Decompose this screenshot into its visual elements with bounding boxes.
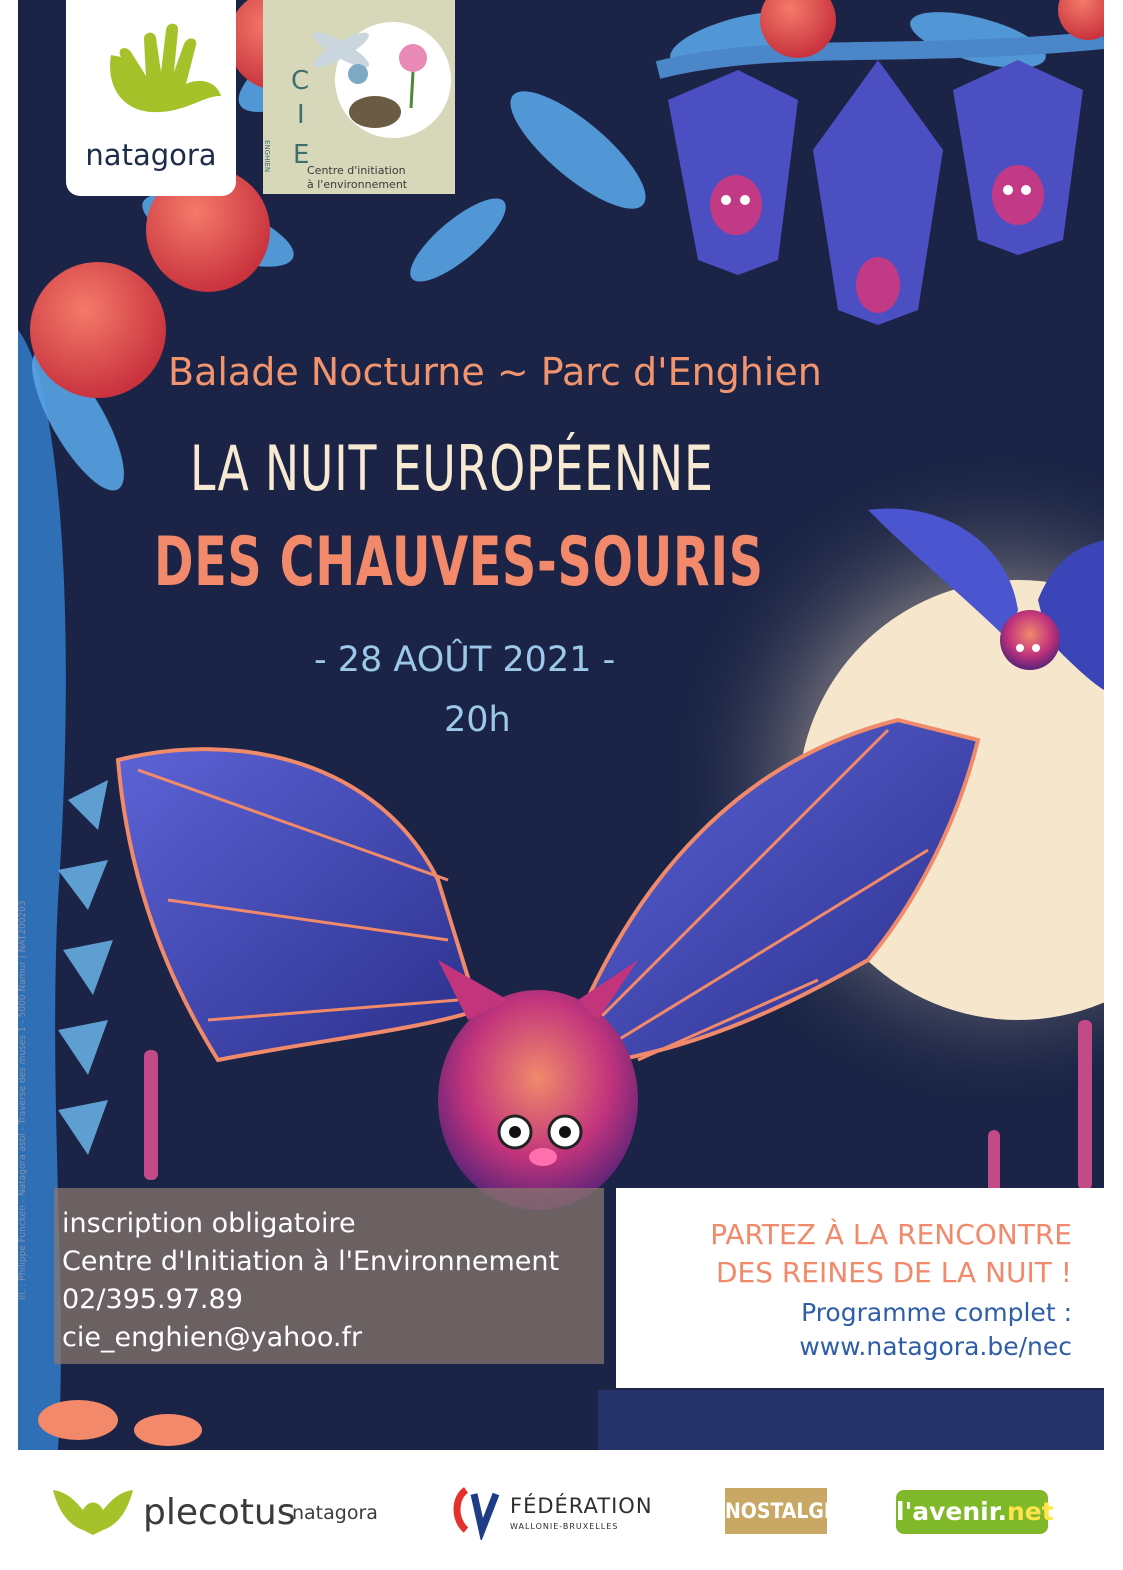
- cie-vertical-text: ENGHIEN: [263, 140, 271, 173]
- cie-letter-e: E: [293, 140, 310, 170]
- federation-title: FÉDÉRATION: [510, 1494, 653, 1518]
- cie-logo: [263, 0, 455, 194]
- hand-icon: [66, 0, 236, 130]
- federation-logo-icon: [448, 1484, 504, 1540]
- cta-box: [616, 1188, 1104, 1388]
- plecotus-bat-icon: [48, 1480, 138, 1540]
- plecotus-natagora: natagora: [292, 1502, 378, 1524]
- registration-required: inscription obligatoire: [62, 1208, 356, 1239]
- flower-icon: [399, 44, 427, 72]
- nostalgie-logo: NOSTALGIE: [725, 1488, 827, 1534]
- event-time: 20h: [444, 700, 511, 740]
- hedgehog-icon: [349, 96, 401, 128]
- natagora-wordmark: natagora: [85, 138, 217, 172]
- avenir-net: net: [1006, 1497, 1054, 1526]
- left-plants: [58, 780, 113, 1155]
- federation-subtitle: WALLONIE-BRUXELLES: [510, 1522, 619, 1531]
- big-bat: [118, 720, 978, 1210]
- apple: [30, 262, 166, 398]
- registration-box: [54, 1188, 604, 1364]
- apple: [1058, 0, 1104, 40]
- orange-flowers: [38, 1400, 202, 1446]
- poster: [18, 0, 1104, 1450]
- bottom-plants: [598, 1390, 1104, 1450]
- event-date: - 28 AOÛT 2021 -: [314, 640, 616, 680]
- program-link[interactable]: www.natagora.be/nec: [799, 1332, 1072, 1361]
- cie-letter-c: C: [291, 66, 310, 96]
- hanging-bat: [953, 60, 1083, 255]
- plecotus-logo: plecotus: [143, 1492, 296, 1533]
- cie-line-2: à l'environnement: [307, 178, 408, 191]
- cie-letter-i: I: [297, 100, 305, 130]
- avenir-main: l'avenir.: [896, 1497, 1007, 1526]
- sponsor-footer: [0, 1450, 1123, 1570]
- natagora-logo: [66, 0, 236, 196]
- program-label: Programme complet :: [801, 1298, 1072, 1327]
- event-subtitle: Balade Nocturne ~ Parc d'Enghien: [168, 350, 822, 394]
- event-title-line-1: LA NUIT EUROPÉENNE: [190, 432, 714, 505]
- event-title-line-2: DES CHAUVES-SOURIS: [154, 523, 764, 602]
- avenir-logo: [896, 1490, 1054, 1534]
- registration-email[interactable]: cie_enghien@yahoo.fr: [62, 1322, 363, 1353]
- hanging-bat: [813, 60, 943, 325]
- cie-line-1: Centre d'initiation: [307, 164, 406, 177]
- cta-line-1: PARTEZ À LA RENCONTRE: [710, 1218, 1072, 1251]
- registration-organizer: Centre d'Initiation à l'Environnement: [62, 1246, 560, 1277]
- registration-phone[interactable]: 02/395.97.89: [62, 1284, 243, 1315]
- hanging-bat: [668, 70, 798, 275]
- illustration-credit: Ill. : Philippe Funcken - Natagora asbl - Traverse des muses 1 - 5000 Namur | NAT200203: [18, 900, 28, 1300]
- cta-line-2: DES REINES DE LA NUIT !: [715, 1256, 1072, 1289]
